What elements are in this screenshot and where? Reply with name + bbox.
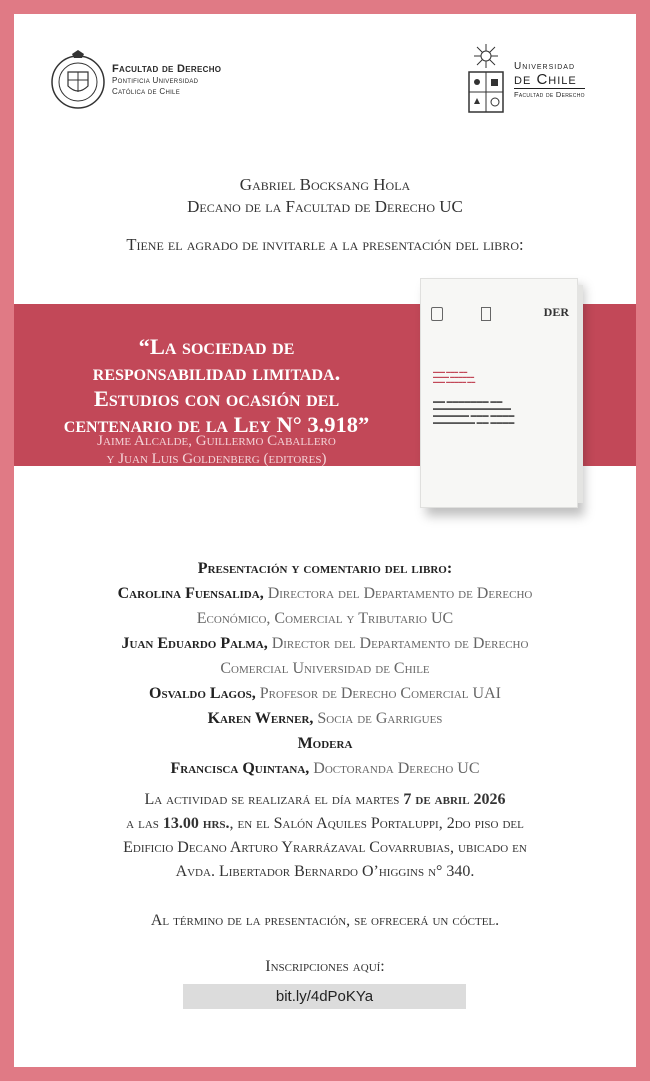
editors-line: Jaime Alcalde, Guillermo Caballero: [97, 433, 336, 449]
uc-crest-icon: [50, 48, 106, 112]
logo-left-line2: Pontificia Universidad: [112, 76, 199, 85]
details-text: a las: [126, 815, 159, 832]
closing-note: Al término de la presentación, se ofrecerá un cóctel.: [150, 912, 500, 929]
details-text: La actividad se realizará el día martes: [144, 791, 400, 808]
event-date: 7 de abril 2026: [403, 791, 506, 808]
presenter-name: Osvaldo Lagos,: [149, 685, 256, 702]
moderator-role: Doctoranda Derecho UC: [313, 760, 480, 777]
uchile-crest-icon: [464, 42, 508, 118]
presenter-role: Directora del Departamento de Derecho: [267, 585, 533, 602]
cover-editors-text: ▬▬▬ ▬▬▬ ▬▬ ▬▬▬▬ ▬▬▬▬▬▬ ▬▬▬ ▬▬▬▬▬ ▬▬: [433, 369, 476, 384]
event-details: [14, 788, 636, 884]
presenter-name: Juan Eduardo Palma,: [121, 635, 268, 652]
details-text: , en el Salón Aquiles Portaluppi, 2do piso del: [229, 815, 524, 832]
logo-right-line2: de Chile: [514, 71, 577, 88]
logo-left-line3: Católica de Chile: [112, 87, 181, 96]
presenter-role: Económico, Comercial y Tributario UC: [196, 610, 454, 627]
book-spine: [577, 285, 583, 503]
registration-link[interactable]: bit.ly/4dPoKYa: [183, 984, 466, 1009]
host-name: Gabriel Bocksang Hola: [239, 175, 411, 194]
details-text: Avda. Libertador Bernardo O’higgins n° 340.: [175, 863, 475, 880]
program-block: [14, 556, 636, 781]
cover-uchile-crest-icon: [481, 307, 491, 321]
invitation-card: [14, 14, 636, 1067]
uc-law-logo: [50, 48, 221, 112]
logo-left-line1: Facultad de Derecho: [112, 63, 222, 75]
presenter-name: Karen Werner,: [207, 710, 314, 727]
invite-text: Tiene el agrado de invitarle a la presentación del libro:: [126, 235, 524, 254]
presenter-role: Comercial Universidad de Chile: [220, 660, 430, 677]
cover-der-logo: DER: [543, 305, 569, 319]
book-title-line: centenario de la Ley N° 3.918”: [63, 412, 370, 437]
book-title-line: “La sociedad de: [138, 334, 295, 359]
logo-right-line1: Universidad: [514, 61, 576, 72]
host-block: [14, 174, 636, 218]
book-title-line: Estudios con ocasión del: [93, 386, 340, 411]
presenter-role: Socia de Garrigues: [317, 710, 443, 727]
presenter-role: Profesor de Derecho Comercial UAI: [259, 685, 501, 702]
host-title: Decano de la Facultad de Derecho UC: [187, 197, 463, 216]
book-title-line: responsabilidad limitada.: [92, 360, 341, 385]
cover-uc-crest-icon: [431, 307, 443, 321]
moderator-name: Francisca Quintana,: [170, 760, 310, 777]
presenter-role: Director del Departamento de Derecho: [271, 635, 529, 652]
book-title: [24, 334, 409, 438]
presenter-name: Carolina Fuensalida,: [117, 585, 264, 602]
registration-label: Inscripciones aquí:: [265, 958, 385, 975]
editors-line: y Juan Luis Goldenberg (editores): [106, 451, 327, 467]
uchile-law-logo: [464, 42, 585, 118]
book-editors: [24, 432, 409, 468]
logo-right-line3: Facultad de Derecho: [514, 90, 585, 99]
program-heading: Presentación y comentario del libro:: [197, 560, 453, 577]
event-time: 13.00 hrs.: [162, 815, 230, 832]
cover-title-text: ▬▬ ▬▬▬▬▬▬▬ ▬▬ ▬▬▬▬▬▬▬▬▬▬▬▬▬ ▬▬▬▬▬▬ ▬▬▬ ▬▬▬▬ ▬▬▬▬▬▬▬ ▬▬ ▬▬▬▬: [433, 399, 515, 426]
book-cover-image: [420, 278, 578, 508]
moderator-label: Modera: [297, 735, 353, 752]
details-text: Edificio Decano Arturo Yrarrázaval Covarrubias, ubicado en: [123, 839, 527, 856]
